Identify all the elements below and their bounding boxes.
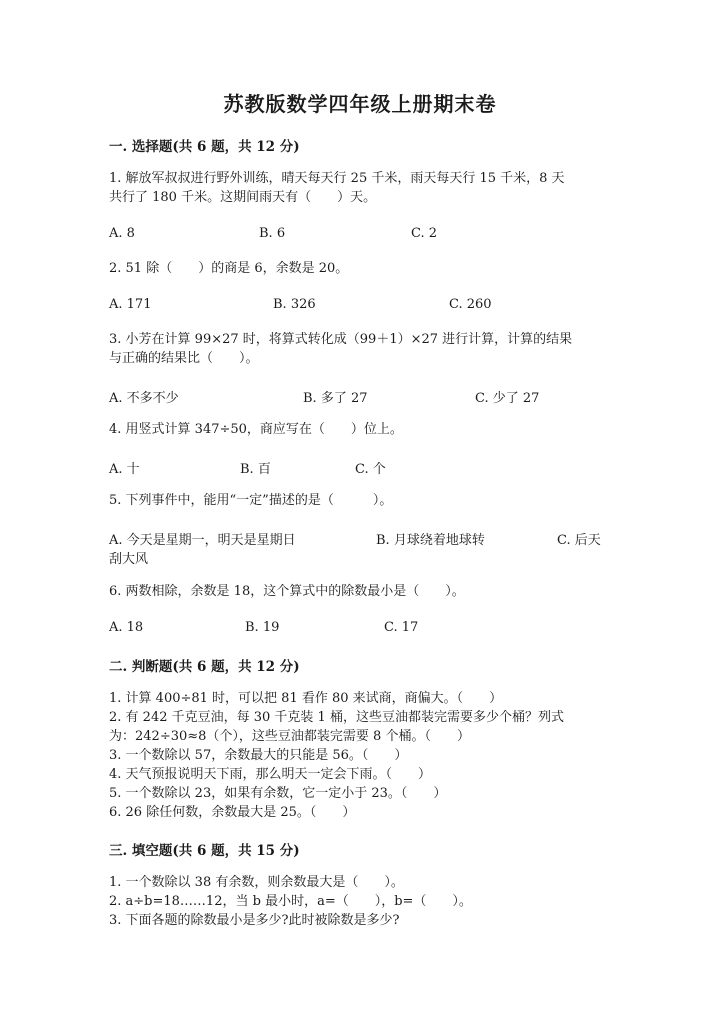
judge-line: 1. 计算 400÷81 时，可以把 81 看作 80 来试商，商偏大。（ ） [109, 691, 503, 706]
judge-line: 6. 26 除任何数，余数最大是 25。（ ） [109, 805, 356, 820]
fill-line: 1. 一个数除以 38 有余数，则余数最大是（ ）。 [109, 875, 404, 890]
q3-option-c: C. 少了 27 [475, 391, 540, 406]
q1-option-b: B. 6 [259, 226, 286, 241]
question-5-line-1: 5. 下列事件中，能用“一定”描述的是（ ）。 [109, 493, 393, 508]
question-1-line-1: 1. 解放军叔叔进行野外训练，晴天每天行 25 千米，雨天每天行 15 千米，8 天 [109, 171, 565, 186]
q2-option-a: A. 171 [109, 297, 152, 312]
question-6-line-1: 6. 两数相除，余数是 18，这个算式中的除数最小是（ ）。 [109, 584, 465, 599]
fill-line: 2. a÷b=18……12，当 b 最小时，a=（ ），b=（ ）。 [109, 894, 472, 909]
fill-line: 3. 下面各题的除数最小是多少?此时被除数是多少? [109, 913, 400, 928]
q5-option-b: B. 月球绕着地球转 [376, 533, 485, 548]
q4-option-c: C. 个 [355, 462, 386, 477]
judge-line: 3. 一个数除以 57，余数最大的只能是 56。（ ） [109, 748, 408, 763]
q3-option-b: B. 多了 27 [303, 391, 368, 406]
question-2-line-1: 2. 51 除（ ）的商是 6，余数是 20。 [109, 261, 349, 276]
q2-option-c: C. 260 [449, 297, 492, 312]
q1-option-a: A. 8 [109, 226, 135, 241]
q3-option-a: A. 不多不少 [109, 391, 179, 406]
judge-line: 5. 一个数除以 23，如果有余数，它一定小于 23。（ ） [109, 786, 447, 801]
judge-line: 为：242÷30≈8（个），这些豆油都装完需要 8 个桶。（ ） [109, 729, 470, 744]
q5-option-c: C. 后天 [557, 533, 601, 548]
judge-line: 2. 有 242 千克豆油，每 30 千克装 1 桶，这些豆油都装完需要多少个桶？列式 [109, 710, 564, 725]
q1-option-c: C. 2 [411, 226, 438, 241]
section-heading-judge: 二. 判断题(共 6 题，共 12 分) [109, 659, 300, 675]
q4-option-b: B. 百 [240, 462, 271, 477]
q2-option-b: B. 326 [273, 297, 316, 312]
question-1-line-2: 共行了 180 千米。这期间雨天有（ ）天。 [109, 190, 377, 205]
q5-option-c-continued: 刮大风 [109, 552, 149, 567]
section-heading-choice: 一. 选择题(共 6 题，共 12 分) [109, 139, 300, 155]
question-3-line-2: 与正确的结果比（ ）。 [109, 351, 259, 366]
page-title: 苏教版数学四年级上册期末卷 [223, 92, 497, 116]
q6-option-c: C. 17 [384, 620, 419, 635]
question-4-line-1: 4. 用竖式计算 347÷50，商应写在（ ）位上。 [109, 422, 403, 437]
q6-option-a: A. 18 [109, 620, 144, 635]
q5-option-a: A. 今天是星期一，明天是星期日 [109, 533, 296, 548]
section-heading-fill: 三. 填空题(共 6 题，共 15 分) [109, 843, 300, 859]
judge-line: 4. 天气预报说明天下雨，那么明天一定会下雨。（ ） [109, 767, 432, 782]
q4-option-a: A. 十 [109, 462, 140, 477]
question-3-line-1: 3. 小芳在计算 99×27 时，将算式转化成（99＋1）×27 进行计算，计算的结果 [109, 332, 573, 347]
q6-option-b: B. 19 [245, 620, 280, 635]
